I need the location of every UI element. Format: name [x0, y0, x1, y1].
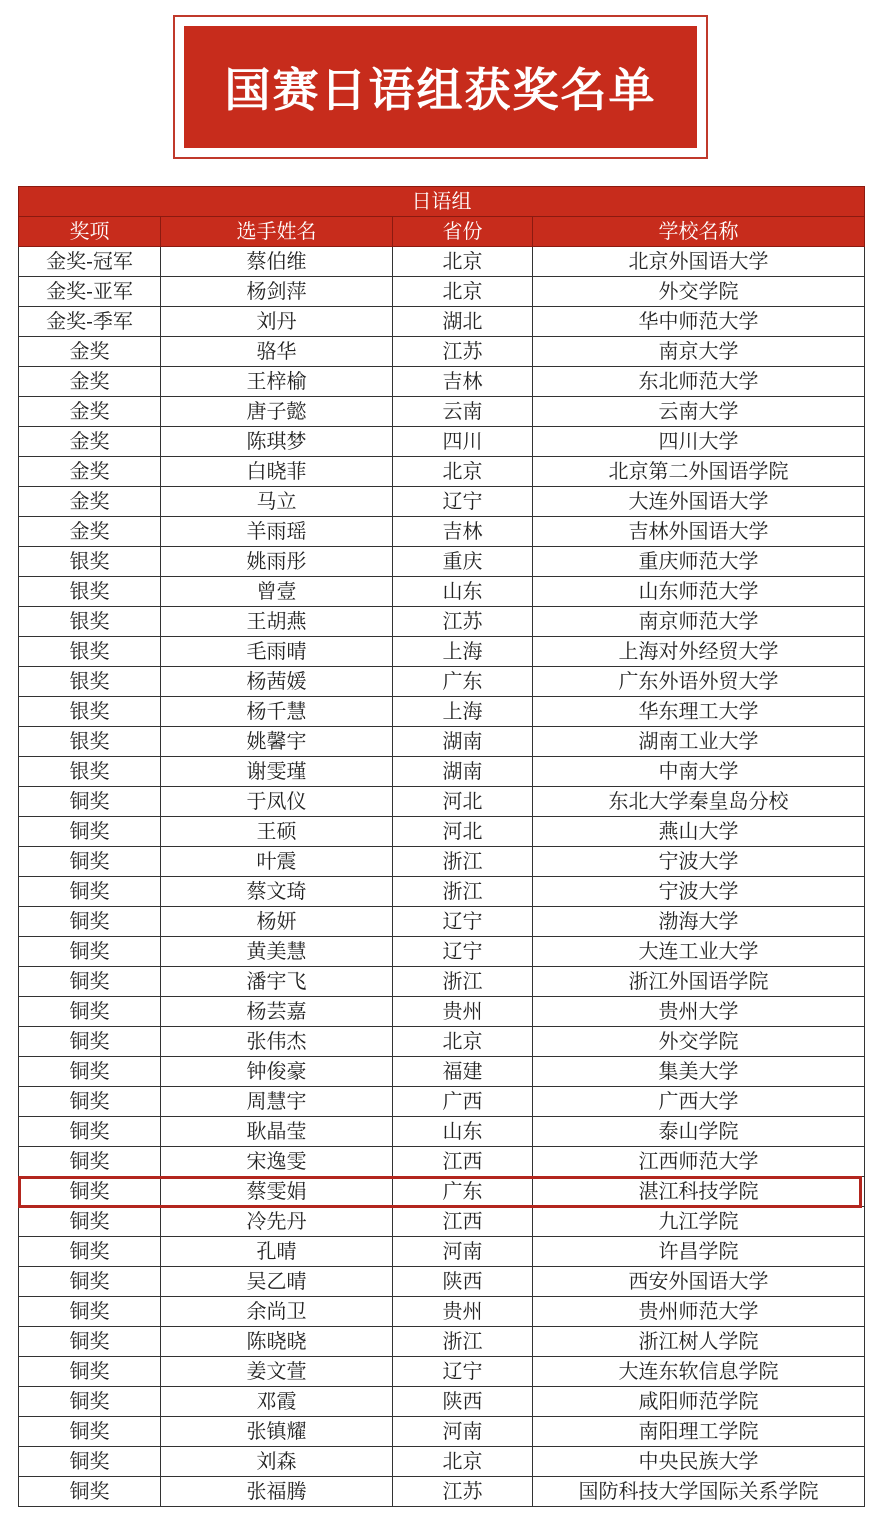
province-cell: 浙江: [393, 1327, 533, 1357]
table-row: [19, 607, 865, 637]
table-row: [19, 1327, 865, 1357]
name-cell: 蔡文琦: [161, 877, 393, 907]
award-cell: 铜奖: [19, 1177, 161, 1207]
province-cell: 辽宁: [393, 907, 533, 937]
name-cell: 陈琪梦: [161, 427, 393, 457]
award-cell: 铜奖: [19, 847, 161, 877]
name-cell: 杨妍: [161, 907, 393, 937]
province-cell: 辽宁: [393, 1357, 533, 1387]
province-cell: 广西: [393, 1087, 533, 1117]
column-header-province: 省份: [393, 217, 533, 247]
name-cell: 耿晶莹: [161, 1117, 393, 1147]
award-table-container: [18, 186, 864, 1507]
name-cell: 张福腾: [161, 1477, 393, 1507]
table-row: [19, 577, 865, 607]
award-cell: 金奖: [19, 427, 161, 457]
province-cell: 贵州: [393, 1297, 533, 1327]
name-cell: 冷先丹: [161, 1207, 393, 1237]
table-row: [19, 937, 865, 967]
table-row: [19, 397, 865, 427]
table-row: [19, 1027, 865, 1057]
province-cell: 广东: [393, 667, 533, 697]
table-row: [19, 1087, 865, 1117]
name-cell: 张伟杰: [161, 1027, 393, 1057]
province-cell: 陕西: [393, 1387, 533, 1417]
name-cell: 王梓榆: [161, 367, 393, 397]
column-header-name: 选手姓名: [161, 217, 393, 247]
province-cell: 江西: [393, 1207, 533, 1237]
province-cell: 河北: [393, 817, 533, 847]
school-cell: 泰山学院: [533, 1117, 865, 1147]
name-cell: 毛雨晴: [161, 637, 393, 667]
school-cell: 湖南工业大学: [533, 727, 865, 757]
school-cell: 渤海大学: [533, 907, 865, 937]
name-cell: 曾壹: [161, 577, 393, 607]
school-cell: 广东外语外贸大学: [533, 667, 865, 697]
table-row: [19, 1147, 865, 1177]
table-row: [19, 907, 865, 937]
award-cell: 铜奖: [19, 1147, 161, 1177]
school-cell: 南阳理工学院: [533, 1417, 865, 1447]
province-cell: 江西: [393, 1147, 533, 1177]
school-cell: 中央民族大学: [533, 1447, 865, 1477]
name-cell: 于凤仪: [161, 787, 393, 817]
name-cell: 杨千慧: [161, 697, 393, 727]
table-row: [19, 517, 865, 547]
province-cell: 云南: [393, 397, 533, 427]
table-row: [19, 787, 865, 817]
name-cell: 王胡燕: [161, 607, 393, 637]
school-cell: 华中师范大学: [533, 307, 865, 337]
table-row: [19, 637, 865, 667]
province-cell: 湖北: [393, 307, 533, 337]
table-row: [19, 697, 865, 727]
award-cell: 金奖-亚军: [19, 277, 161, 307]
province-cell: 河南: [393, 1237, 533, 1267]
award-cell: 铜奖: [19, 1207, 161, 1237]
name-cell: 谢雯瑾: [161, 757, 393, 787]
column-header-award: 奖项: [19, 217, 161, 247]
name-cell: 蔡伯维: [161, 247, 393, 277]
province-cell: 北京: [393, 1027, 533, 1057]
award-cell: 铜奖: [19, 1267, 161, 1297]
table-row: [19, 1387, 865, 1417]
name-cell: 宋逸雯: [161, 1147, 393, 1177]
award-cell: 铜奖: [19, 1057, 161, 1087]
table-row: [19, 1357, 865, 1387]
province-cell: 江苏: [393, 1477, 533, 1507]
highlighted-table-row: [19, 1177, 865, 1207]
name-cell: 钟俊豪: [161, 1057, 393, 1087]
school-cell: 湛江科技学院: [533, 1177, 865, 1207]
table-row: [19, 1237, 865, 1267]
award-cell: 银奖: [19, 637, 161, 667]
province-cell: 山东: [393, 1117, 533, 1147]
province-cell: 上海: [393, 697, 533, 727]
award-cell: 铜奖: [19, 937, 161, 967]
name-cell: 孔晴: [161, 1237, 393, 1267]
name-cell: 白晓菲: [161, 457, 393, 487]
name-cell: 张镇耀: [161, 1417, 393, 1447]
award-cell: 铜奖: [19, 1027, 161, 1057]
province-cell: 北京: [393, 277, 533, 307]
school-cell: 江西师范大学: [533, 1147, 865, 1177]
province-cell: 辽宁: [393, 487, 533, 517]
award-cell: 铜奖: [19, 1357, 161, 1387]
province-cell: 江苏: [393, 607, 533, 637]
school-cell: 东北师范大学: [533, 367, 865, 397]
award-cell: 银奖: [19, 667, 161, 697]
name-cell: 陈晓晓: [161, 1327, 393, 1357]
award-cell: 铜奖: [19, 997, 161, 1027]
table-row: [19, 1417, 865, 1447]
school-cell: 大连外国语大学: [533, 487, 865, 517]
school-cell: 浙江外国语学院: [533, 967, 865, 997]
province-cell: 四川: [393, 427, 533, 457]
column-header-row: [19, 217, 865, 247]
name-cell: 邓霞: [161, 1387, 393, 1417]
name-cell: 姜文萱: [161, 1357, 393, 1387]
school-cell: 贵州师范大学: [533, 1297, 865, 1327]
school-cell: 集美大学: [533, 1057, 865, 1087]
name-cell: 骆华: [161, 337, 393, 367]
name-cell: 黄美慧: [161, 937, 393, 967]
award-cell: 金奖: [19, 367, 161, 397]
school-cell: 外交学院: [533, 277, 865, 307]
school-cell: 浙江树人学院: [533, 1327, 865, 1357]
school-cell: 大连工业大学: [533, 937, 865, 967]
table-row: [19, 1447, 865, 1477]
award-cell: 金奖: [19, 337, 161, 367]
table-row: [19, 847, 865, 877]
name-cell: 杨芸嘉: [161, 997, 393, 1027]
school-cell: 山东师范大学: [533, 577, 865, 607]
table-row: [19, 337, 865, 367]
province-cell: 辽宁: [393, 937, 533, 967]
award-cell: 铜奖: [19, 1387, 161, 1417]
province-cell: 福建: [393, 1057, 533, 1087]
school-cell: 宁波大学: [533, 847, 865, 877]
award-cell: 铜奖: [19, 907, 161, 937]
school-cell: 九江学院: [533, 1207, 865, 1237]
province-cell: 湖南: [393, 727, 533, 757]
table-row: [19, 877, 865, 907]
award-cell: 铜奖: [19, 1087, 161, 1117]
school-cell: 广西大学: [533, 1087, 865, 1117]
school-cell: 四川大学: [533, 427, 865, 457]
award-cell: 银奖: [19, 607, 161, 637]
table-body: [19, 247, 865, 1507]
province-cell: 山东: [393, 577, 533, 607]
school-cell: 东北大学秦皇岛分校: [533, 787, 865, 817]
award-cell: 银奖: [19, 577, 161, 607]
award-cell: 铜奖: [19, 1297, 161, 1327]
award-cell: 金奖-季军: [19, 307, 161, 337]
province-cell: 河北: [393, 787, 533, 817]
award-cell: 铜奖: [19, 1117, 161, 1147]
province-cell: 河南: [393, 1417, 533, 1447]
table-row: [19, 1207, 865, 1237]
name-cell: 潘宇飞: [161, 967, 393, 997]
name-cell: 姚雨彤: [161, 547, 393, 577]
table-row: [19, 307, 865, 337]
table-row: [19, 487, 865, 517]
award-cell: 银奖: [19, 757, 161, 787]
table-row: [19, 1477, 865, 1507]
province-cell: 贵州: [393, 997, 533, 1027]
award-cell: 金奖: [19, 517, 161, 547]
province-cell: 吉林: [393, 517, 533, 547]
school-cell: 云南大学: [533, 397, 865, 427]
award-cell: 银奖: [19, 547, 161, 577]
province-cell: 浙江: [393, 877, 533, 907]
province-cell: 上海: [393, 637, 533, 667]
name-cell: 王硕: [161, 817, 393, 847]
table-row: [19, 967, 865, 997]
page-title: 国赛日语组获奖名单: [184, 26, 697, 148]
column-header-school: 学校名称: [533, 217, 865, 247]
province-cell: 吉林: [393, 367, 533, 397]
school-cell: 吉林外国语大学: [533, 517, 865, 547]
award-cell: 铜奖: [19, 1447, 161, 1477]
table-row: [19, 457, 865, 487]
award-cell: 银奖: [19, 697, 161, 727]
name-cell: 羊雨瑶: [161, 517, 393, 547]
table-row: [19, 667, 865, 697]
school-cell: 北京外国语大学: [533, 247, 865, 277]
table-row: [19, 727, 865, 757]
province-cell: 北京: [393, 1447, 533, 1477]
award-cell: 铜奖: [19, 1477, 161, 1507]
award-cell: 铜奖: [19, 1327, 161, 1357]
name-cell: 杨剑萍: [161, 277, 393, 307]
award-cell: 铜奖: [19, 1417, 161, 1447]
award-cell: 铜奖: [19, 967, 161, 997]
name-cell: 姚馨宇: [161, 727, 393, 757]
school-cell: 宁波大学: [533, 877, 865, 907]
school-cell: 国防科技大学国际关系学院: [533, 1477, 865, 1507]
name-cell: 刘丹: [161, 307, 393, 337]
table-row: [19, 817, 865, 847]
table-row: [19, 277, 865, 307]
table-row: [19, 427, 865, 457]
award-cell: 金奖: [19, 487, 161, 517]
group-title: 日语组: [19, 187, 865, 217]
table-row: [19, 997, 865, 1027]
school-cell: 许昌学院: [533, 1237, 865, 1267]
table-row: [19, 1297, 865, 1327]
province-cell: 陕西: [393, 1267, 533, 1297]
province-cell: 湖南: [393, 757, 533, 787]
name-cell: 马立: [161, 487, 393, 517]
award-cell: 金奖: [19, 397, 161, 427]
school-cell: 北京第二外国语学院: [533, 457, 865, 487]
group-title-row: [19, 187, 865, 217]
school-cell: 南京师范大学: [533, 607, 865, 637]
name-cell: 刘森: [161, 1447, 393, 1477]
award-cell: 铜奖: [19, 817, 161, 847]
table-row: [19, 367, 865, 397]
award-cell: 金奖-冠军: [19, 247, 161, 277]
table-row: [19, 1117, 865, 1147]
school-cell: 上海对外经贸大学: [533, 637, 865, 667]
province-cell: 北京: [393, 247, 533, 277]
school-cell: 中南大学: [533, 757, 865, 787]
name-cell: 蔡雯娟: [161, 1177, 393, 1207]
table-row: [19, 1057, 865, 1087]
province-cell: 北京: [393, 457, 533, 487]
name-cell: 余尚卫: [161, 1297, 393, 1327]
school-cell: 南京大学: [533, 337, 865, 367]
province-cell: 浙江: [393, 847, 533, 877]
school-cell: 燕山大学: [533, 817, 865, 847]
table-row: [19, 547, 865, 577]
award-cell: 铜奖: [19, 877, 161, 907]
school-cell: 外交学院: [533, 1027, 865, 1057]
table-row: [19, 247, 865, 277]
school-cell: 华东理工大学: [533, 697, 865, 727]
award-cell: 铜奖: [19, 787, 161, 817]
name-cell: 唐子懿: [161, 397, 393, 427]
name-cell: 吴乙晴: [161, 1267, 393, 1297]
award-cell: 银奖: [19, 727, 161, 757]
table-row: [19, 1267, 865, 1297]
province-cell: 重庆: [393, 547, 533, 577]
school-cell: 西安外国语大学: [533, 1267, 865, 1297]
name-cell: 叶震: [161, 847, 393, 877]
province-cell: 广东: [393, 1177, 533, 1207]
school-cell: 大连东软信息学院: [533, 1357, 865, 1387]
award-cell: 铜奖: [19, 1237, 161, 1267]
name-cell: 杨茜媛: [161, 667, 393, 697]
school-cell: 贵州大学: [533, 997, 865, 1027]
province-cell: 浙江: [393, 967, 533, 997]
award-cell: 金奖: [19, 457, 161, 487]
province-cell: 江苏: [393, 337, 533, 367]
school-cell: 重庆师范大学: [533, 547, 865, 577]
name-cell: 周慧宇: [161, 1087, 393, 1117]
award-table: [18, 186, 865, 1507]
table-row: [19, 757, 865, 787]
school-cell: 咸阳师范学院: [533, 1387, 865, 1417]
